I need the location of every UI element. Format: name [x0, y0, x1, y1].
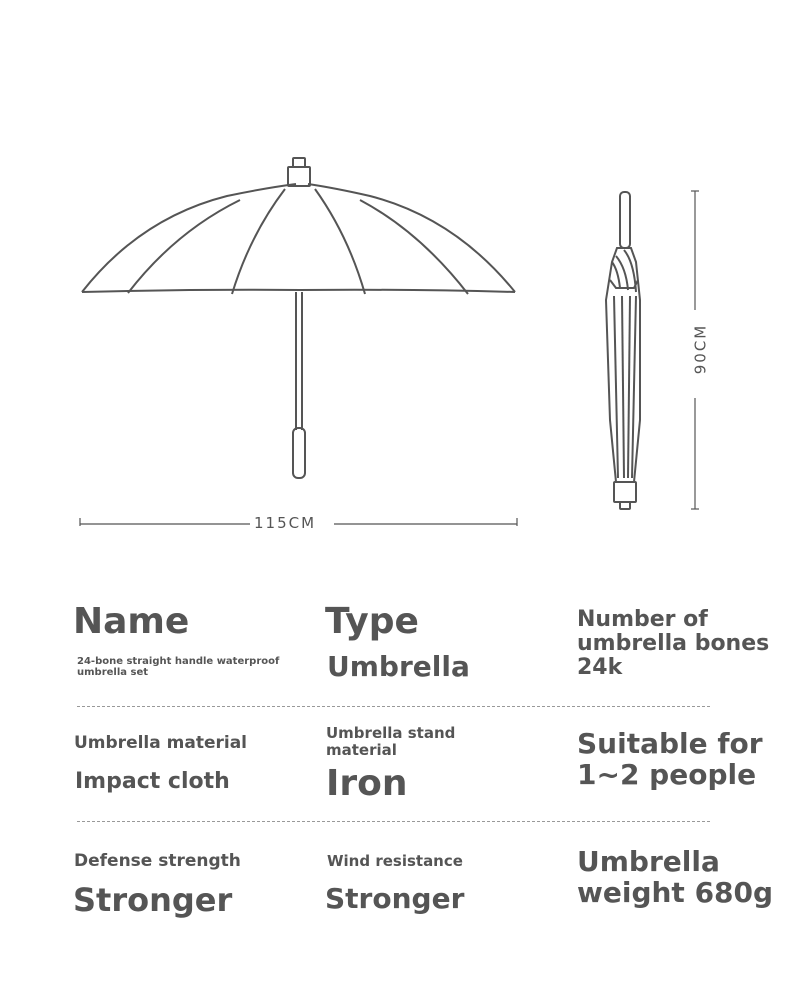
- wind-value: Stronger: [325, 882, 465, 915]
- open-umbrella-icon: [82, 158, 515, 478]
- closed-umbrella-icon: [606, 192, 640, 509]
- suitable-text: Suitable for 1~2 people: [577, 727, 763, 791]
- width-label: 115CM: [254, 514, 317, 532]
- defense-label: Defense strength: [74, 851, 241, 871]
- stand-label: Umbrella stand material: [326, 724, 456, 759]
- row-divider: [77, 706, 710, 707]
- material-label: Umbrella material: [74, 733, 247, 753]
- row-divider: [77, 821, 710, 822]
- type-value: Umbrella: [327, 650, 470, 683]
- material-value: Impact cloth: [75, 769, 230, 794]
- name-label: Name: [73, 601, 190, 642]
- bones-text: Number of umbrella bones 24k: [577, 607, 770, 681]
- defense-value: Stronger: [73, 881, 233, 919]
- wind-label: Wind resistance: [327, 852, 463, 870]
- weight-text: Umbrella weight 680g: [577, 845, 774, 909]
- name-value: 24-bone straight handle waterproof umbrella set: [77, 656, 280, 678]
- height-label: 90CM: [691, 323, 710, 375]
- type-label: Type: [325, 601, 419, 642]
- stand-value: Iron: [326, 763, 408, 804]
